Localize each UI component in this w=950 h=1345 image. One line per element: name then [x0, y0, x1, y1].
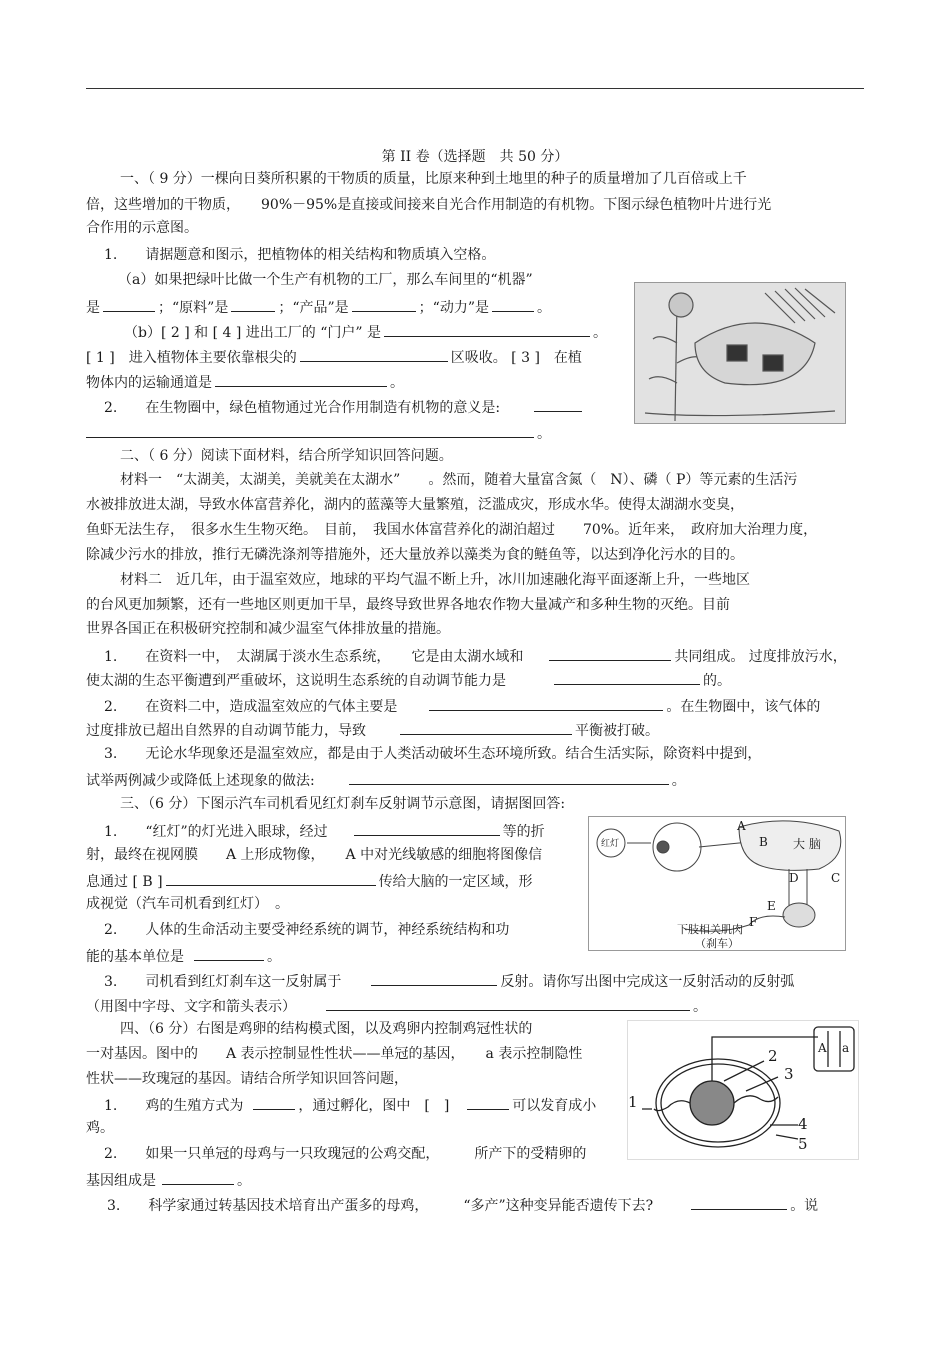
q3-sub2-line1: 2. 人体的生命活动主要受神经系统的调节，神经系统结构和功	[104, 922, 510, 938]
answer-blank-regulation[interactable]	[554, 670, 700, 685]
q4-sub2-line2: 基因组成是 。	[86, 1170, 251, 1190]
q3-sub3-line2: （用图中字母、文字和箭头表示） 。	[86, 996, 707, 1016]
fig-red-light: 红灯	[601, 839, 620, 849]
answer-blank-refraction[interactable]	[354, 821, 500, 836]
q2-material1-line3: 鱼虾无法生存， 很多水生生物灭绝。 目前， 我国水体富营养化的湖泊超过 70%。近年来， 政府加大治理力度，	[86, 522, 818, 538]
q2-material1-line2: 水被排放进太湖，导致水体富营养化，湖内的蓝藻等大量繁殖，泛滥成灾，形成水华。使得太湖湖水变臭，	[86, 497, 744, 513]
q4-sub1-line1: 1. 鸡的生殖方式为 ，通过孵化，图中 [ ] 可以发育成小	[104, 1095, 596, 1115]
egg-figure	[627, 1020, 859, 1160]
fig-label-c: C	[831, 871, 841, 885]
answer-blank-machine[interactable]	[103, 297, 155, 312]
fig-brake: （刹车）	[695, 937, 739, 950]
fig-muscle: 下肢相关肌肉	[677, 923, 743, 936]
fig-label-a: A	[737, 819, 746, 833]
q2-sub1-line2: 使太湖的生态平衡遭到严重破坏，这说明生态系统的自动调节能力是 的。	[86, 670, 731, 690]
egg-label-2: 2	[768, 1047, 778, 1065]
q2-material1-line4: 除减少污水的排放，推行无磷洗涤剂等措施外，还大量放养以藻类为食的鲢鱼等，以达到净化污水的目的。	[86, 547, 744, 563]
answer-blank-genotype[interactable]	[162, 1170, 234, 1185]
answer-blank-significance-a[interactable]	[534, 397, 582, 412]
q3-sub1-line3: 息通过 [ B ] 传给大脑的一定区域，形	[86, 871, 533, 891]
answer-blank-reflex-arc[interactable]	[326, 996, 690, 1011]
answer-blank-root-zone[interactable]	[300, 347, 448, 362]
answer-blank-gateway[interactable]	[384, 322, 590, 337]
egg-label-3: 3	[784, 1065, 794, 1083]
top-rule	[86, 88, 864, 89]
answer-blank-reproduction[interactable]	[253, 1095, 295, 1110]
q3-sub1-line1: 1. “红灯”的灯光进入眼球，经过 等的折	[104, 821, 545, 841]
q1-a-line1: （a）如果把绿叶比做一个生产有机物的工厂，那么车间里的“机器”	[118, 272, 533, 288]
q4-sub2-line1: 2. 如果一只单冠的母鸡与一只玫瑰冠的公鸡交配， 所产下的受精卵的	[104, 1146, 587, 1162]
q2-intro: 二、（ 6 分）阅读下面材料，结合所学知识回答问题。	[120, 448, 453, 464]
q1-intro-line2: 倍，这些增加的干物质， 90%－95%是直接或间接来自光合作用制造的有机物。下图示绿色植物叶片进行光	[86, 197, 772, 213]
answer-blank-reflex-type[interactable]	[371, 971, 497, 986]
fig-label-d: D	[789, 871, 799, 885]
fig-label-e: E	[767, 899, 776, 913]
q3-sub3-line1: 3. 司机看到红灯刹车这一反射属于 反射。请你写出图中完成这一反射活动的反射弧	[104, 971, 794, 991]
q4-intro-line2: 一对基因。图中的 A 表示控制显性性状——单冠的基因， a 表示控制隐性	[86, 1046, 583, 1062]
answer-blank-product[interactable]	[352, 297, 416, 312]
q2-sub3-line1: 3. 无论水华现象还是温室效应，都是由于人类活动破坏生态环境所致。结合生活实际，除资料中提到，	[104, 746, 762, 762]
egg-label-1: 1	[628, 1093, 638, 1111]
q1-intro-line3: 合作用的示意图。	[86, 220, 198, 236]
q2-material2-line1: 材料二 近几年，由于温室效应，地球的平均气温不断上升，冰川加速融化海平面逐渐上升，一些地区	[120, 572, 750, 588]
q4-sub1-line2: 鸡。	[86, 1120, 114, 1136]
q2-sub3-line2: 试举两例减少或降低上述现象的做法: 。	[86, 770, 686, 790]
q1-a-line2: 是 ；“原料”是 ；“产品”是 ；“动力”是 。	[86, 297, 551, 317]
q4-sub3-line1: 3. 科学家通过转基因技术培育出产蛋多的母鸡， “多产”这种变异能否遗传下去? 。说	[107, 1195, 818, 1215]
answer-blank-neuron[interactable]	[194, 946, 264, 961]
gene-label-a: a	[842, 1041, 850, 1055]
answer-blank-ecosystem[interactable]	[549, 646, 671, 661]
egg-label-5: 5	[798, 1135, 808, 1153]
answer-blank-significance-b[interactable]	[86, 423, 534, 438]
q3-sub2-line2: 能的基本单位是 。	[86, 946, 281, 966]
q3-intro: 三、（6 分）下图示汽车司机看见红灯刹车反射调节示意图，请据图回答:	[120, 796, 566, 812]
answer-blank-measures[interactable]	[349, 770, 669, 785]
q2-material2-line3: 世界各国正在积极研究控制和减少温室气体排放量的措施。	[86, 621, 450, 637]
q2-sub1-line1: 1. 在资料一中， 太湖属于淡水生态系统， 它是由太湖水域和 共同组成。 过度排放污水，	[104, 646, 847, 666]
q1-root-line: [ 1 ] 进入植物体主要依靠根尖的 区吸收。 [ 3 ] 在植	[86, 347, 582, 367]
q1-intro-line1: 一、（ 9 分）一棵向日葵所积累的干物质的质量，比原来种到土地里的种子的质量增加了几百倍或上千	[120, 171, 747, 187]
gene-label-A: A	[818, 1041, 827, 1055]
q1-transport-line: 物体内的运输通道是 。	[86, 372, 404, 392]
q1-sub1: 1. 请据题意和图示，把植物体的相关结构和物质填入空格。	[104, 247, 496, 263]
reflex-figure	[588, 816, 846, 951]
answer-blank-balance[interactable]	[400, 720, 572, 735]
q2-material2-line2: 的台风更加频繁，还有一些地区则更加干旱，最终导致世界各地农作物大量减产和多种生物的灭绝。目前	[86, 597, 730, 613]
q1-sub2: 2. 在生物圈中，绿色植物通过光合作用制造有机物的意义是:	[104, 397, 585, 417]
q2-sub2-line2: 过度排放已超出自然界的自动调节能力，导致 平衡被打破。	[86, 720, 659, 740]
fig-brain: 大 脑	[793, 837, 821, 851]
answer-blank-transport[interactable]	[215, 372, 387, 387]
q4-intro-line1: 四、（6 分）右图是鸡卵的结构模式图，以及鸡卵内控制鸡冠性状的	[120, 1021, 533, 1037]
q1-b-line: （b）[ 2 ] 和 [ 4 ] 进出工厂的 “门户” 是 。	[124, 322, 607, 342]
fig-label-b: B	[759, 835, 768, 849]
egg-label-4: 4	[798, 1115, 808, 1133]
answer-blank-embryo[interactable]	[467, 1095, 509, 1110]
q2-material1-line1: 材料一 “太湖美，太湖美，美就美在太湖水” 。然而，随着大量富含氮（ N）、磷（ P）等元素的生活污	[120, 472, 798, 488]
q3-sub1-line2: 射，最终在视网膜 A 上形成物像， A 中对光线敏感的细胞将图像信	[86, 847, 543, 863]
answer-blank-power[interactable]	[492, 297, 534, 312]
q2-sub2-line1: 2. 在资料二中，造成温室效应的气体主要是 。在生物圈中，该气体的	[104, 696, 820, 716]
photosynthesis-figure	[634, 282, 846, 424]
q1-sub2-end: 。	[86, 423, 551, 443]
section-heading: 第 II 卷（选择题 共 50 分）	[381, 149, 569, 165]
q4-intro-line3: 性状——玫瑰冠的基因。请结合所学知识回答问题，	[86, 1071, 408, 1087]
answer-blank-heritable[interactable]	[691, 1195, 787, 1210]
answer-blank-optic-nerve[interactable]	[166, 871, 376, 886]
fig-label-f: F	[749, 915, 758, 929]
answer-blank-greenhouse-gas[interactable]	[429, 696, 663, 711]
answer-blank-material[interactable]	[231, 297, 275, 312]
q3-sub1-line4: 成视觉（汽车司机看到红灯） 。	[86, 896, 289, 912]
